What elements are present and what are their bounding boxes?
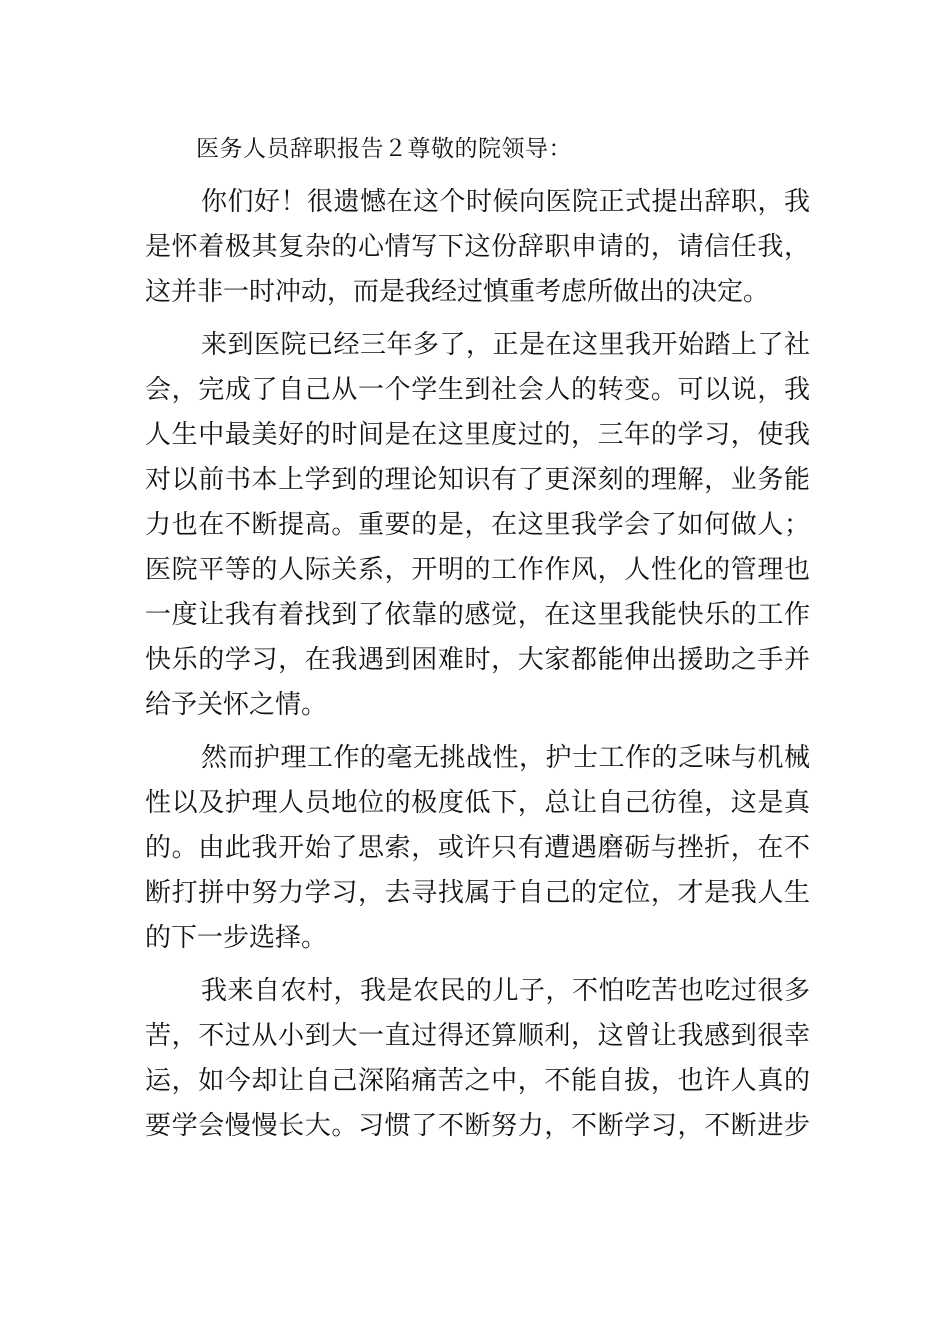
text-line: 快乐的学习，在我遇到困难时，大家都能伸出援助之手并 <box>145 645 810 675</box>
paragraph <box>145 180 810 315</box>
text-line: 这并非一时冲动，而是我经过慎重考虑所做出的决定。 <box>145 277 770 307</box>
text-line: 运，如今却让自己深陷痛苦之中，不能自拔，也许人真的 <box>145 1066 810 1096</box>
text-line: 我来自农村，我是农民的儿子，不怕吃苦也吃过很多 <box>201 976 810 1006</box>
text-line: 你们好！很遗憾在这个时候向医院正式提出辞职，我 <box>201 187 810 217</box>
paragraph <box>145 969 810 1149</box>
text-line: 断打拼中努力学习，去寻找属于自己的定位，才是我人生 <box>145 878 810 908</box>
text-line: 会，完成了自己从一个学生到社会人的转变。可以说，我 <box>145 375 810 405</box>
text-line: 对以前书本上学到的理论知识有了更深刻的理解，业务能 <box>145 465 810 495</box>
document-heading: 医务人员辞职报告２尊敬的院领导： <box>196 136 572 162</box>
text-line: 的。由此我开始了思索，或许只有遭遇磨砺与挫折，在不 <box>145 833 810 863</box>
text-line: 来到医院已经三年多了，正是在这里我开始踏上了社 <box>201 330 810 360</box>
text-line: 力也在不断提高。重要的是，在这里我学会了如何做人； <box>145 510 810 540</box>
text-line: 人生中最美好的时间是在这里度过的，三年的学习，使我 <box>145 420 810 450</box>
text-line: 苦，不过从小到大一直过得还算顺利，这曾让我感到很幸 <box>145 1021 810 1051</box>
paragraph <box>145 736 810 961</box>
document-body <box>145 180 810 1157</box>
text-line: 是怀着极其复杂的心情写下这份辞职申请的，请信任我， <box>145 232 810 262</box>
text-line: 的下一步选择。 <box>145 923 328 953</box>
text-line: 给予关怀之情。 <box>145 690 328 720</box>
text-line: 性以及护理人员地位的极度低下，总让自己彷徨，这是真 <box>145 788 810 818</box>
text-line: 医院平等的人际关系，开明的工作作风，人性化的管理也 <box>145 555 810 585</box>
text-line: 然而护理工作的毫无挑战性，护士工作的乏味与机械 <box>201 743 810 773</box>
paragraph <box>145 323 810 728</box>
text-line: 要学会慢慢长大。习惯了不断努力，不断学习，不断进步 <box>145 1111 810 1141</box>
text-line: 一度让我有着找到了依靠的感觉，在这里我能快乐的工作 <box>145 600 810 630</box>
